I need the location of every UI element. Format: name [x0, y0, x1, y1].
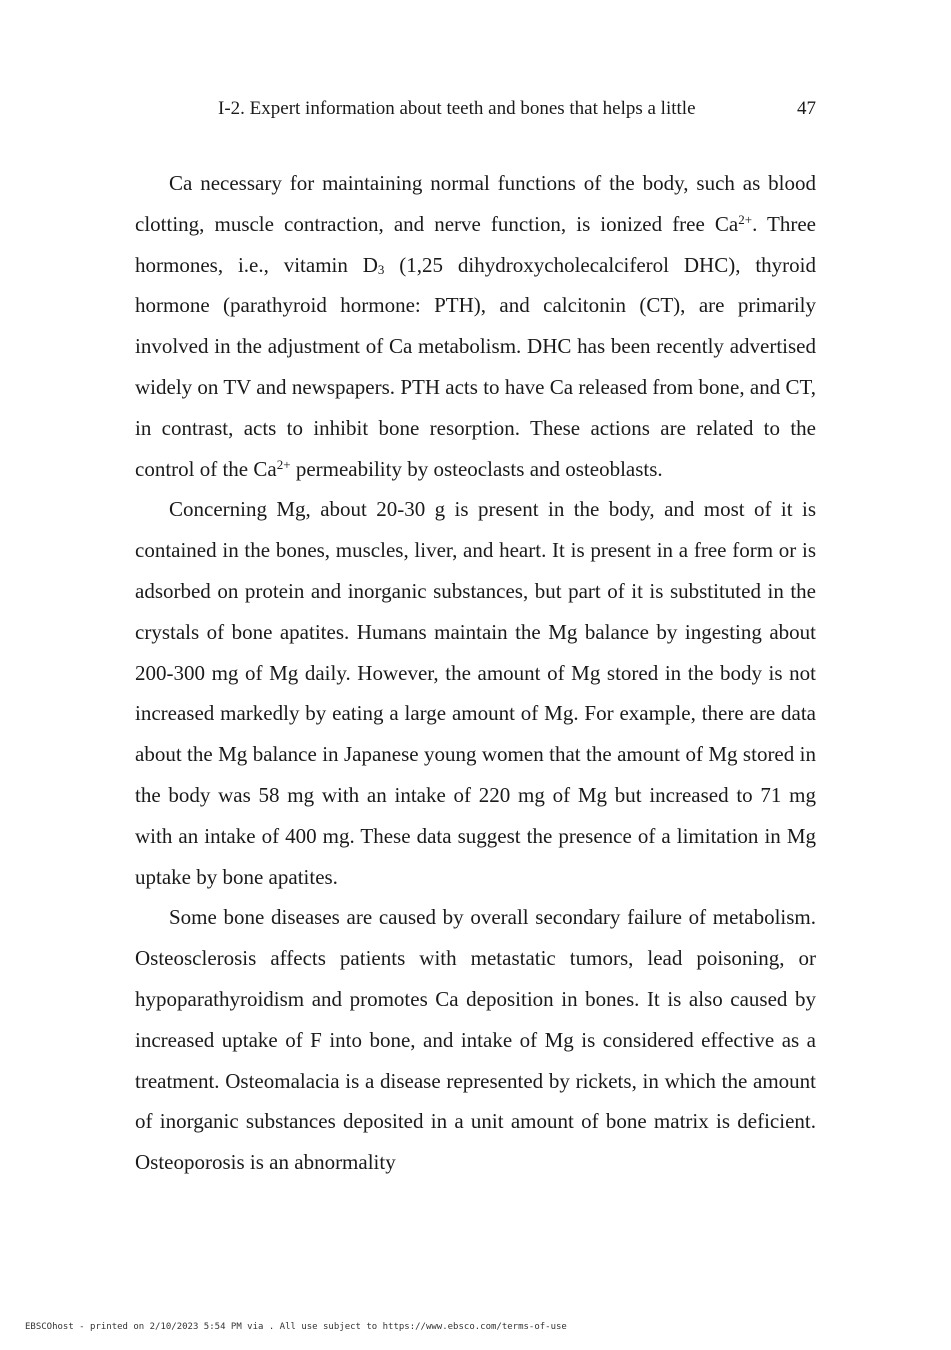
- text-run: permeability by osteoclasts and osteoblasts.: [290, 456, 663, 481]
- text-run: (1,25 dihydroxycholecalciferol DHC), thyroid hormone (parathyroid hormone: PTH), and calcitonin (CT), are primarily involved in the adjustment of Ca metabolism. DHC has been recently advertised widely on TV and newspapers. PTH acts to have Ca released from bone, and CT, in contrast, acts to inhibit bone resorption. These actions are related to the control of the Ca: [135, 252, 816, 481]
- page-number: 47: [797, 98, 816, 119]
- paragraph-magnesium: Concerning Mg, about 20-30 g is present in the body, and most of it is contained in the bones, muscles, liver, and heart. It is present in a free form or is adsorbed on protein and inorganic substances, but part of it is substituted in the crystals of bone apatites. Humans maintain the Mg balance by ingesting about 200-300 mg of Mg daily. However, the amount of Mg stored in the body is not increased markedly by eating a large amount of Mg. For example, there are data about the Mg balance in Japanese young women that the amount of Mg stored in the body was 58 mg with an intake of 220 mg of Mg but increased to 71 mg with an intake of 400 mg. These data suggest the presence of a limitation in Mg uptake by bone apatites.: [135, 497, 816, 889]
- print-notice: EBSCOhost - printed on 2/10/2023 5:54 PM via . All use subject to https://www.ebsco.com/terms-of-use: [25, 1322, 567, 1332]
- subscript: 3: [377, 261, 385, 277]
- superscript: 2+: [276, 456, 291, 472]
- paragraph-bone-diseases: Some bone diseases are caused by overall secondary failure of metabolism. Osteosclerosis affects patients with metastatic tumors, lead poisoning, or hypoparathyroidism and promotes Ca deposition in bones. It is also caused by increased uptake of F into bone, and intake of Mg is considered effective as a treatment. Osteomalacia is a disease represented by rickets, in which the amount of inorganic substances deposited in a unit amount of bone matrix is deficient. Osteoporosis is an abnormality: [135, 905, 816, 1175]
- text-run: Ca necessary for maintaining normal functions of the body, such as blood clotting, muscle contraction, and nerve function, is ionized free Ca: [135, 171, 816, 236]
- text-run: . Three hormones, i.e., vitamin D: [135, 211, 817, 277]
- body-text: [135, 163, 816, 1183]
- superscript: 2+: [738, 211, 753, 227]
- paragraph-calcium: [135, 163, 816, 489]
- running-header: I-2. Expert information about teeth and bones that helps a little: [218, 98, 696, 119]
